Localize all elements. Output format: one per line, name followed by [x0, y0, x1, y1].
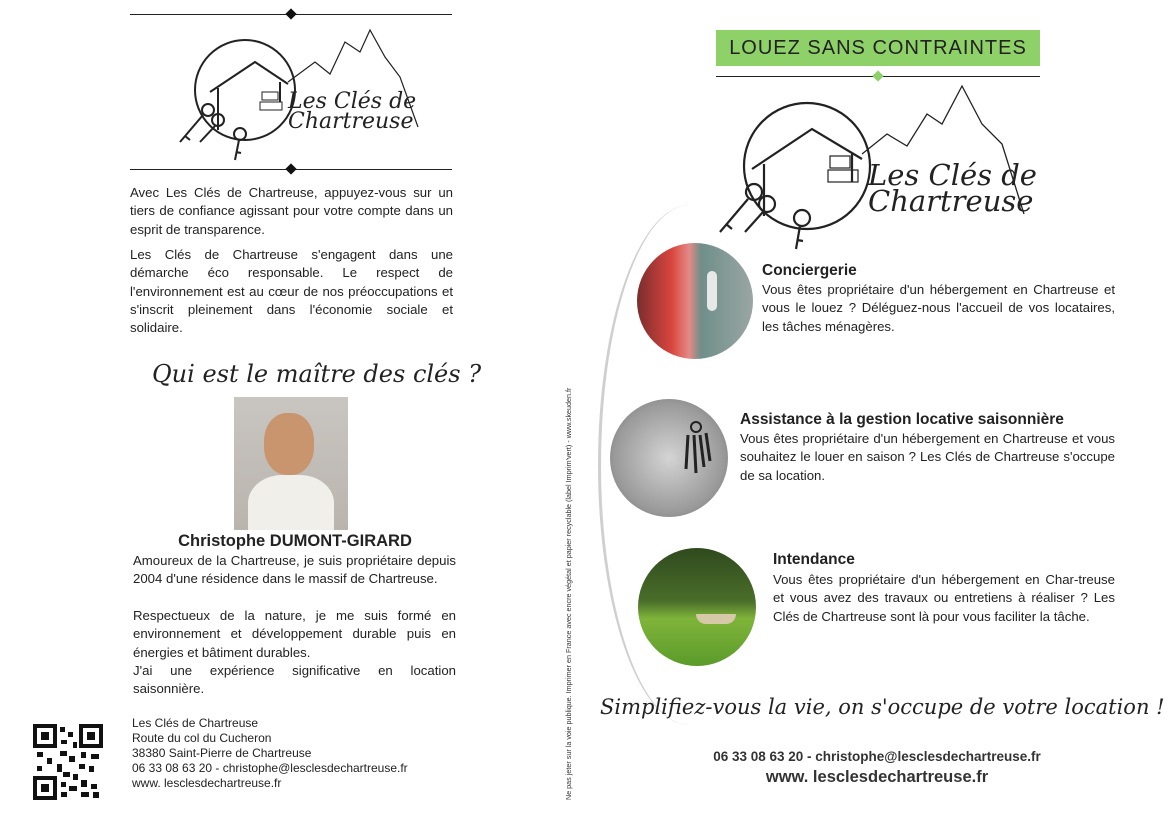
top-diamond	[285, 8, 296, 19]
bio-paragraph-1: Amoureux de la Chartreuse, je suis propriétaire depuis 2004 d'une résidence dans le massif de Chartreuse.	[133, 553, 456, 587]
contact-line[interactable]: 06 33 08 63 20 - christophe@lesclesdechartreuse.fr	[713, 749, 1041, 764]
logo-text-line1: Les Clés de	[288, 89, 417, 114]
address-line-2: Route du col du Cucheron	[132, 731, 272, 745]
spine-text: Ne pas jeter sur la voie publique. Imprimer en France avec encre végétal et papier recyclable (label Imprim'vert) - www.skeuden.fr	[564, 387, 573, 800]
address-line-3: 38380 Saint-Pierre de Chartreuse	[132, 746, 312, 760]
logo-text-line2: Chartreuse	[288, 108, 414, 134]
address-website[interactable]: www. lesclesdechartreuse.fr	[132, 776, 282, 790]
right-logo	[712, 84, 1047, 252]
bottom-diamond	[285, 163, 296, 174]
banner-diamond	[872, 70, 883, 81]
person-name: Christophe DUMONT-GIRARD	[178, 532, 412, 550]
portrait-photo	[234, 397, 348, 530]
left-logo	[170, 22, 430, 162]
service-text-conciergerie: Vous êtes propriétaire d'un hébergement en Chartreuse et vous le louez ? Déléguez-nous l'accueil de vos locataires, les tâches ménagères.	[762, 282, 1115, 334]
banner: LOUEZ SANS CONTRAINTES	[716, 30, 1040, 66]
address-line-1: Les Clés de Chartreuse	[132, 716, 259, 730]
service-text-assistance: Vous êtes propriétaire d'un hébergement en Chartreuse et vous souhaitez le louer en saison ? Les Clés de Chartreuse s'occupe de sa location.	[740, 431, 1115, 483]
bio-paragraph-2: Respectueux de la nature, je me suis formé en environnement et développement durable puis en énergies et bâtiment durables.	[133, 608, 456, 660]
service-title-assistance: Assistance à la gestion locative saisonnière	[740, 411, 1064, 428]
slogan: Simplifiez-vous la vie, on s'occupe de votre location !	[600, 695, 1165, 719]
right-logo-text-line1: Les Clés de	[868, 158, 1037, 192]
section-heading: Qui est le maître des clés ?	[152, 360, 482, 388]
bio-paragraph-3: J'ai une expérience significative en location saisonnière.	[133, 663, 456, 697]
service-image-assistance	[610, 399, 728, 517]
service-image-conciergerie	[637, 243, 753, 359]
address-block	[132, 716, 408, 791]
intro-paragraph-2: Les Clés de Chartreuse s'engagent dans une démarche éco responsable. Le respect de l'environnement est au cœur de nos préoccupations et s'inscrit pleinement dans l'économie sociale et solidaire.	[130, 247, 453, 336]
website-link[interactable]: www. lesclesdechartreuse.fr	[765, 768, 989, 786]
service-image-intendance	[638, 548, 756, 666]
right-logo-text-line2: Chartreuse	[868, 184, 1034, 219]
service-text-intendance: Vous êtes propriétaire d'un hébergement en Char-treuse et vous avez des travaux ou entretiens à réaliser ? Les Clés de Chartreuse sont là pour vous faciliter la tâche.	[773, 572, 1115, 624]
service-title-intendance: Intendance	[773, 551, 855, 568]
address-phone-email[interactable]: 06 33 08 63 20 - christophe@lesclesdechartreuse.fr	[132, 761, 408, 775]
keys-ring-icon	[610, 399, 728, 517]
intro-paragraph-1: Avec Les Clés de Chartreuse, appuyez-vous sur un tiers de confiance agissant pour votre compte dans un esprit de transparence.	[130, 185, 453, 237]
qr-code-icon[interactable]	[33, 724, 103, 800]
service-title-conciergerie: Conciergerie	[762, 262, 857, 279]
